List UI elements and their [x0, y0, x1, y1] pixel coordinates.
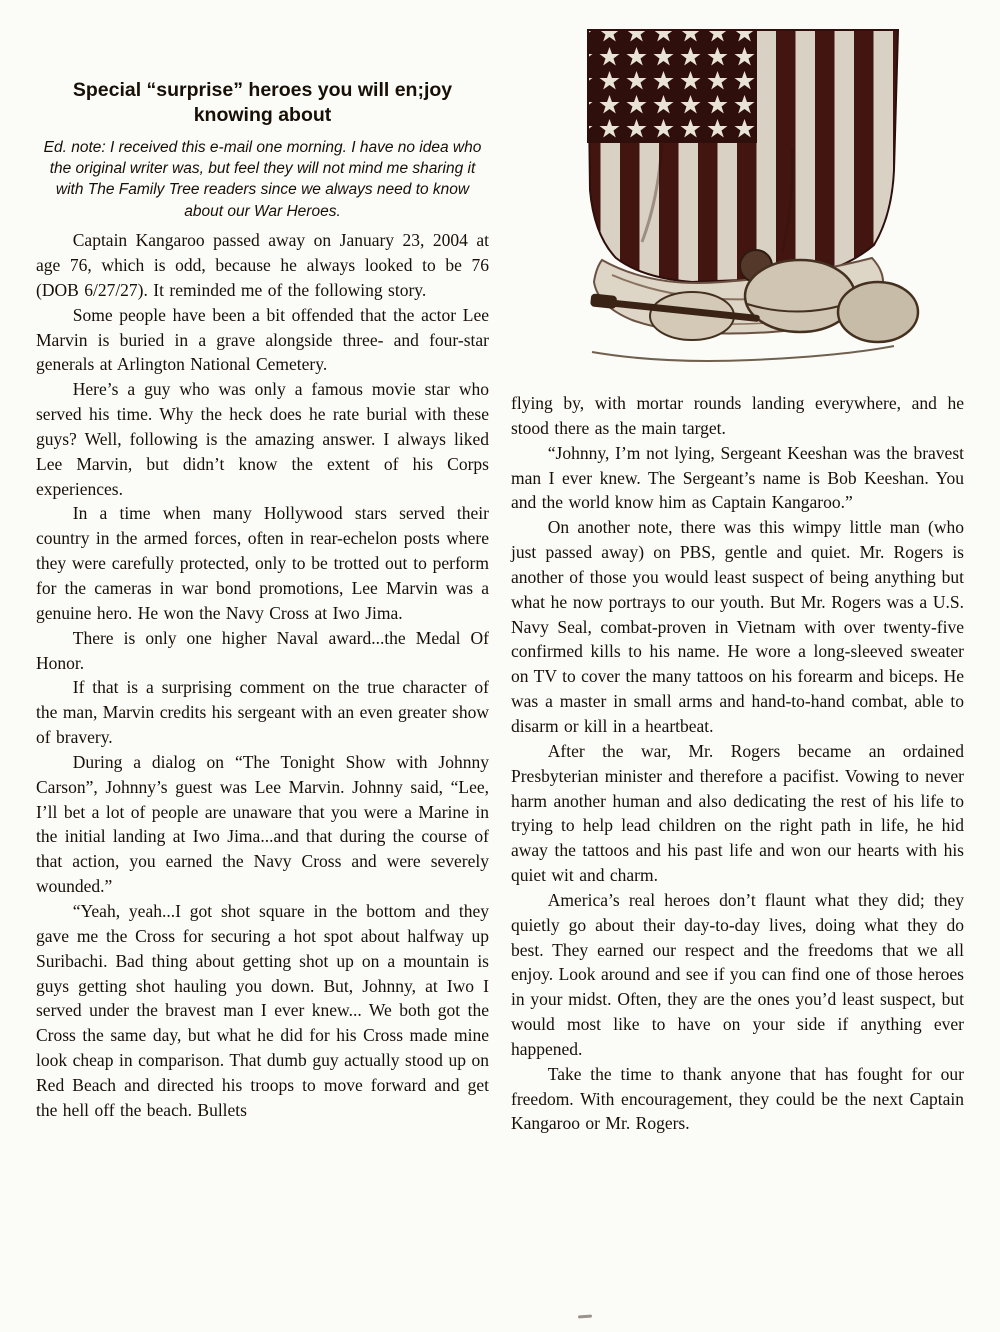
article-title: [36, 78, 489, 129]
flag-canton-stars: [588, 30, 756, 142]
scan-artifact-mark: [578, 1315, 592, 1319]
paragraph: There is only one higher Naval award...the Medal Of Honor.: [36, 627, 489, 673]
paragraph: After the war, Mr. Rogers became an ordained Presbyterian minister and therefore a pacifist. Vowing to never harm another human and also dedicating the rest of his life to trying to help lead children on the right path in life, he hid away the tattoos and his past life and won our hearts with his quiet wit and charm.: [511, 740, 964, 886]
paragraph: Some people have been a bit offended that the actor Lee Marvin is buried in a grave alongside three- and four-star generals at Arlington National Cemetery.: [36, 304, 489, 375]
left-column: [36, 16, 489, 1136]
paragraph: During a dialog on “The Tonight Show with Johnny Carson”, Johnny’s guest was Lee Marvin. Johnny said, “Lee, I’ll bet a lot of people are unaware that you were a Marine in the initial landing at Iwo Jima...and that during the course of that action, you earned the Navy Cross and were severely wounded.”: [36, 751, 489, 897]
paragraph: On another note, there was this wimpy little man (who just passed away) on PBS, gentle and quiet. Mr. Rogers is another of those you would least suspect of being anything but what he now portrays to our youth. But Mr. Rogers was a U.S. Navy Seal, combat-proven in Vietnam with over twenty-five confirmed kills to his name. He wore a long-sleeved sweater on TV to cover the many tattoos on his forearm and biceps. He was a master in small arms and hand-to-hand combat, able to disarm or kill in a heartbeat.: [511, 517, 964, 736]
paragraph: “Johnny, I’m not lying, Sergeant Keeshan was the bravest man I ever knew. The Sergeant’s name is Bob Keeshan. You and the world know him as Captain Kangaroo.”: [511, 442, 964, 513]
paragraph: Here’s a guy who was only a famous movie star who served his time. Why the heck does he rate burial with these guys? Well, following is the amazing answer. I always liked Lee Marvin, but didn’t know the extent of his Corps experiences.: [36, 379, 489, 499]
helmet-right: [838, 282, 918, 342]
right-column: [511, 16, 964, 1136]
paragraph-continuation: flying by, with mortar rounds landing everywhere, and he stood there as the main target.: [511, 393, 964, 438]
editor-note: Ed. note: I received this e-mail one morning. I have no idea who the original writer was, but feel they will not mind me sharing it with The Family Tree readers since we always need to know about our War Heroes.: [43, 138, 482, 220]
paragraph: If that is a surprising comment on the true character of the man, Marvin credits his sergeant with an even greater show of bravery.: [36, 677, 489, 748]
article-title-line2: knowing about: [193, 104, 332, 127]
paragraph: In a time when many Hollywood stars served their country in the armed forces, often in rear-echelon posts where they were carefully protected, only to be trotted out to perform for the cameras in war bond promotions, Lee Marvin was a genuine hero. He won the Navy Cross at Iwo Jima.: [36, 503, 489, 623]
paragraph: Captain Kangaroo passed away on January 23, 2004 at age 76, which is odd, because he always looked to be 76 (DOB 6/27/27). It reminded me of the following story.: [36, 230, 489, 300]
paragraph: America’s real heroes don’t flaunt what they did; they quietly go about their day-to-day lives, doing what they do best. They earned our respect and the freedoms that we all enjoy. Look around and see if you can find one of those heroes in your midst. Often, they are the ones you’d least suspect, but would most like to have on your side if anything ever happened.: [511, 889, 964, 1059]
flag-and-helmets-drawing: [542, 20, 934, 372]
article-title-line1: Special “surprise” heroes you will en;joy: [72, 79, 453, 101]
paragraph: “Yeah, yeah...I got shot square in the bottom and they gave me the Cross for securing a hot spot about halfway up Suribachi. Bad thing about getting shot up on a mountain is guys getting shot hauling you down. But, Johnny, at Iwo I served under the bravest man I ever knew... We both got the Cross the same day, but what he did for his Cross made mine look cheap in comparison. That dumb guy actually stood up on Red Beach and directed his troops to move forward and get the hell off the beach. Bullets: [36, 900, 489, 1120]
paragraph: Take the time to thank anyone that has fought for our freedom. With encouragement, they could be the next Captain Kangaroo or Mr. Rogers.: [511, 1063, 964, 1134]
flag-helmets-illustration: [542, 20, 934, 377]
